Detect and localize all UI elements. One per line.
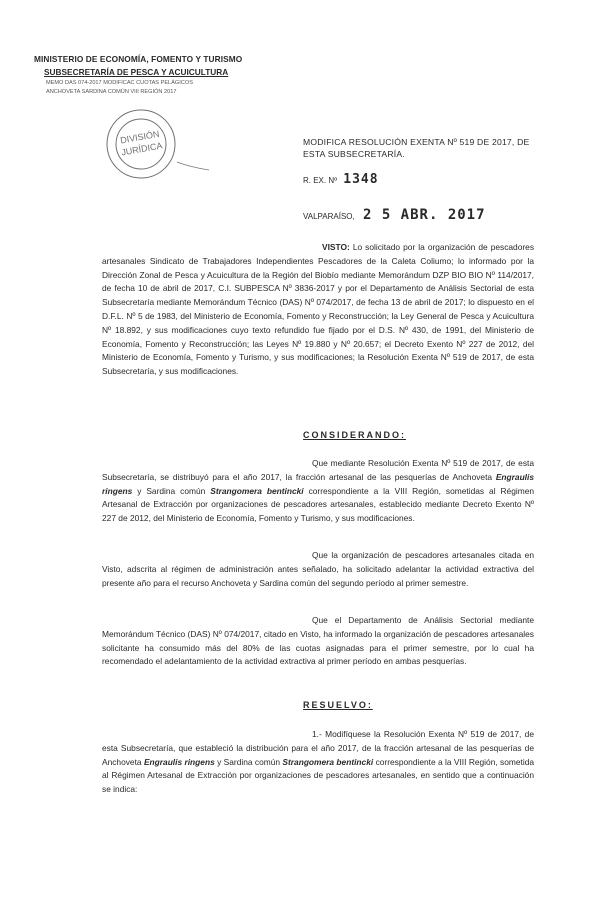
resolution-number <box>303 172 379 187</box>
reference-line-1: MEMO DAS 074-2017 MODIFICAC CUOTAS PELÁGICOS <box>46 80 193 86</box>
resuelvo-heading: RESUELVO: <box>303 700 373 710</box>
rex-label: R. EX. Nº <box>303 176 338 185</box>
juridica-stamp <box>99 100 219 190</box>
subject-line-1: MODIFICA RESOLUCIÓN EXENTA Nº 519 DE 2017, DE <box>303 137 530 147</box>
stamp-text-line1: DIVISIÓN <box>119 128 161 146</box>
species-anchoveta-2: Engraulis ringens <box>143 756 215 767</box>
visto-text: Lo solicitado por la organización de pescadores artesanales Sindicato de Trabajadores Independientes Pescadores de la Caleta Coliumo; lo informado por la Dirección Zonal de Pesca y Acuicultura de la Región del Biobío mediante Memorándum DZP BIO BIO Nº 114/2017, de fecha 10 de abril de 2017, C.I. SUBPESCA Nº 3836-2017 y por el Departamento de Análisis Sectorial de esta Subsecretaría mediante Memorándum Técnico (DAS) Nº 074/2017, de fecha 13 de abril de 2017; lo dispuesto en el D.F.L. Nº 5 de 1983, del Ministerio de Economía, Fomento y Reconstrucción; la Ley General de Pesca y Acuicultura Nº 18.892, y sus modificaciones cuyo texto refundido fue fijado por el D.S. Nº 430, de 1991, del Ministerio de Economía, Fomento y Reconstrucción; las Leyes Nº 19.880 y Nº 20.657; el Decreto Exento Nº 227 de 2012, del Ministerio de Economía, Fomento y Turismo, y sus modificaciones; la Resolución Exenta Nº 519 de 2017, de esta Subsecretaría, y sus modificaciones. <box>102 242 535 377</box>
resolution-subject <box>303 136 529 160</box>
species-sardina-2: Strangomera bentincki <box>282 756 374 767</box>
ministry-name: MINISTERIO DE ECONOMÍA, FOMENTO Y TURISMO <box>34 54 243 64</box>
subject-line-2: ESTA SUBSECRETARÍA. <box>303 149 405 159</box>
stamp-signature-mark <box>177 162 209 170</box>
date-stamp: 2 5 ABR. 2017 <box>362 207 486 223</box>
species-sardina: Strangomera bentincki <box>210 485 304 496</box>
rex-number-stamp: 1348 <box>343 172 379 187</box>
subsecretaria-name: SUBSECRETARÍA DE PESCA Y ACUICULTURA <box>44 67 229 77</box>
considerando-paragraph-2: Que la organización de pescadores artesanales citada en Visto, adscrita al régimen de administración antes señalado, ha solicitado adelantar la actividad extractiva del presente año para el recurso Anchoveta y Sardina común del segundo período al primer semestre. <box>102 550 534 588</box>
place-label: VALPARAÍSO, <box>303 212 355 221</box>
species-anchoveta: Engraulis ringens <box>102 471 534 496</box>
letterhead <box>34 54 243 95</box>
date-line <box>303 207 486 223</box>
considerando-paragraph-1: Que mediante Resolución Exenta Nº 519 de 2017, de esta Subsecretaría, se distribuyó para el año 2017, la fracción artesanal de las pesquerías de Anchoveta Engraulis ringens y Sardina común Strangomera bentincki correspondiente a la VIII Región, sometidas al Régimen Artesanal de Extracción por organizaciones de pescadores artesanales, establecido mediante Decreto Exento Nº 227 de 2012, del Ministerio de Economía, Fomento y Turismo, y sus modificaciones. <box>102 458 535 524</box>
considerando-paragraph-3: Que el Departamento de Análisis Sectorial mediante Memorándum Técnico (DAS) Nº 074/2017, citado en Visto, ha informado la organización de pescadores artesanales solicitante ha consumido más del 80% de las cuotas asignadas para el primer semestre, por lo cual ha recomendado el adelantamiento de la actividad extractiva al primer período en ambas pesquerías. <box>102 615 534 667</box>
considerando-heading: CONSIDERANDO: <box>303 430 407 440</box>
visto-paragraph <box>102 241 534 379</box>
visto-lead: VISTO: <box>322 242 350 252</box>
reference-line-2: ANCHOVETA SARDINA COMÚN VIII REGIÓN 2017 <box>46 89 177 95</box>
resuelvo-paragraph-1: 1.- Modifíquese la Resolución Exenta Nº 519 de 2017, de esta Subsecretaría, que estableció la distribución para el año 2017, de la fracción artesanal de las pesquerías de Anchoveta Engraulis ringens y Sardina común Strangomera bentincki correspondiente a la VIII Región, sometida al Régimen Artesanal de Extracción por organizaciones de pescadores artesanales, en sentido que a continuación se indica: <box>102 729 535 795</box>
stamp-text-line2: JURÍDICA <box>120 140 164 158</box>
